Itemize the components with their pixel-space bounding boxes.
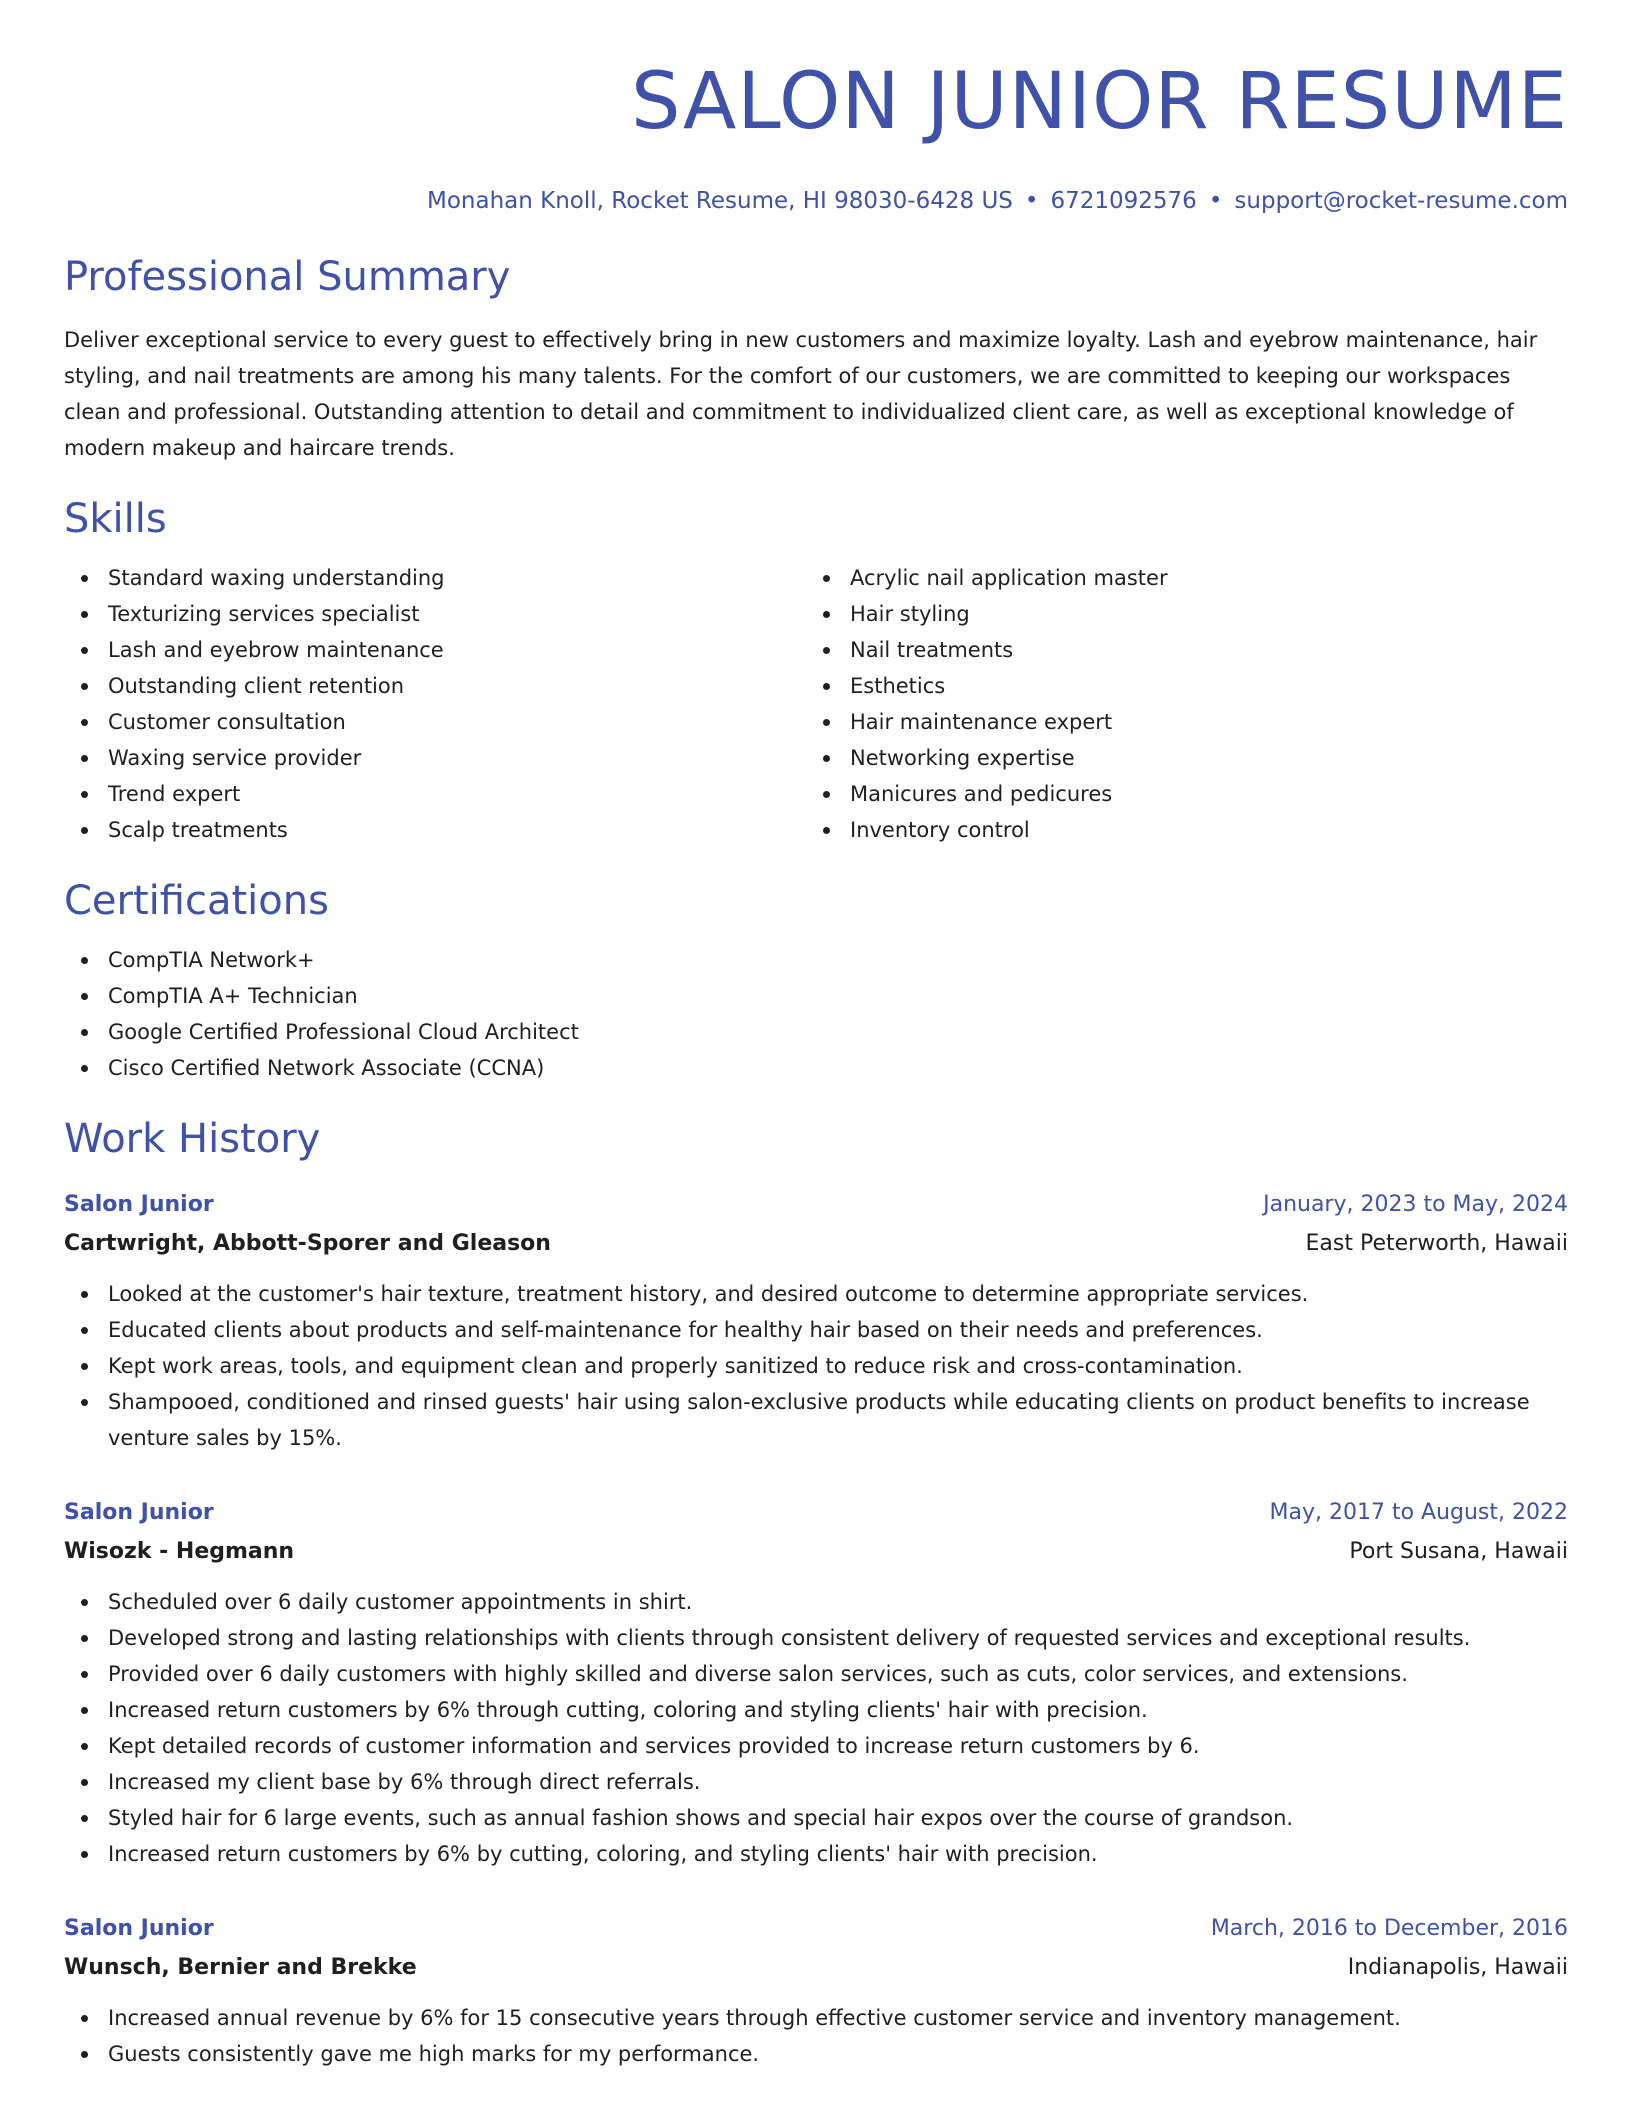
skill-item: Waxing service provider: [64, 740, 806, 776]
job-company-row: [64, 1224, 1568, 1264]
work-history-section: [64, 1114, 1568, 2072]
contact-email[interactable]: support@rocket-resume.com: [1234, 188, 1568, 214]
job-entry: [64, 1186, 1568, 1456]
job-bullet: Looked at the customer's hair texture, treatment history, and desired outcome to determine appropriate services.: [64, 1276, 1568, 1312]
skill-item: Manicures and pedicures: [806, 776, 1548, 812]
skills-columns: [64, 560, 1568, 848]
skill-item: Customer consultation: [64, 704, 806, 740]
job-title: Salon Junior: [64, 1192, 214, 1217]
job-bullet: Shampooed, conditioned and rinsed guests' hair using salon-exclusive products while educating clients on product benefits to increase venture sales by 15%.: [64, 1384, 1568, 1456]
contact-address: Monahan Knoll, Rocket Resume, HI 98030-6428 US: [427, 188, 1013, 214]
job-bullet: Provided over 6 daily customers with highly skilled and diverse salon services, such as cuts, color services, and extensions.: [64, 1656, 1568, 1692]
certification-item: CompTIA A+ Technician: [64, 978, 1568, 1014]
job-bullet-list: [64, 1584, 1568, 1872]
job-location: East Peterworth, Hawaii: [1305, 1231, 1568, 1256]
job-company-row: [64, 1532, 1568, 1572]
skill-item: Outstanding client retention: [64, 668, 806, 704]
job-bullet: Styled hair for 6 large events, such as annual fashion shows and special hair expos over the course of grandson.: [64, 1800, 1568, 1836]
skill-item: Hair styling: [806, 596, 1548, 632]
skill-item: Lash and eyebrow maintenance: [64, 632, 806, 668]
certifications-heading: Certifications: [64, 878, 329, 924]
skill-item: Trend expert: [64, 776, 806, 812]
job-bullet: Educated clients about products and self-maintenance for healthy hair based on their needs and preferences.: [64, 1312, 1568, 1348]
skill-item: Texturizing services specialist: [64, 596, 806, 632]
job-dates: March, 2016 to December, 2016: [1210, 1916, 1568, 1941]
job-company: Wunsch, Bernier and Brekke: [64, 1955, 417, 1980]
job-company: Wisozk - Hegmann: [64, 1539, 295, 1564]
job-bullet: Guests consistently gave me high marks for my performance.: [64, 2036, 1568, 2072]
job-bullet: Increased my client base by 6% through direct referrals.: [64, 1764, 1568, 1800]
job-dates: January, 2023 to May, 2024: [1263, 1192, 1568, 1217]
job-bullet: Increased return customers by 6% through cutting, coloring and styling clients' hair with precision.: [64, 1692, 1568, 1728]
skill-item: Scalp treatments: [64, 812, 806, 848]
job-bullet: Increased return customers by 6% by cutting, coloring, and styling clients' hair with precision.: [64, 1836, 1568, 1872]
job-title: Salon Junior: [64, 1500, 214, 1525]
certification-item: CompTIA Network+: [64, 942, 1568, 978]
job-location: Indianapolis, Hawaii: [1347, 1955, 1568, 1980]
skill-item: Inventory control: [806, 812, 1548, 848]
job-bullet-list: [64, 1276, 1568, 1456]
summary-heading: Professional Summary: [64, 254, 511, 300]
job-title-row: [64, 1186, 1568, 1224]
certifications-section: [64, 876, 1568, 1086]
summary-section: [64, 252, 1568, 466]
summary-text: Deliver exceptional service to every guest to effectively bring in new customers and maximize loyalty. Lash and eyebrow maintenance, hair styling, and nail treatments are among his many talents. For the comfort of our customers, we are committed to keeping our workspaces clean and professional. Outstanding attention to detail and commitment to individualized client care, as well as exceptional knowledge of modern makeup and haircare trends.: [64, 328, 1538, 460]
skill-item: Nail treatments: [806, 632, 1548, 668]
certification-item: Google Certified Professional Cloud Architect: [64, 1014, 1568, 1050]
skills-heading: Skills: [64, 496, 167, 542]
contact-separator: •: [1208, 188, 1223, 214]
job-title-row: [64, 1494, 1568, 1532]
job-bullet: Kept detailed records of customer information and services provided to increase return customers by 6.: [64, 1728, 1568, 1764]
skill-item: Standard waxing understanding: [64, 560, 806, 596]
job-title: Salon Junior: [64, 1916, 214, 1941]
skills-list-left: [64, 560, 806, 848]
skills-list-right: [806, 560, 1548, 848]
job-company-row: [64, 1948, 1568, 1988]
job-location: Port Susana, Hawaii: [1349, 1539, 1568, 1564]
job-bullet: Kept work areas, tools, and equipment clean and properly sanitized to reduce risk and cross-contamination.: [64, 1348, 1568, 1384]
job-entry: [64, 1910, 1568, 2072]
contact-phone: 6721092576: [1050, 188, 1197, 214]
job-bullet: Developed strong and lasting relationships with clients through consistent delivery of requested services and exceptional results.: [64, 1620, 1568, 1656]
job-bullet-list: [64, 2000, 1568, 2072]
contact-separator: •: [1024, 188, 1039, 214]
work-history-heading: Work History: [64, 1116, 321, 1162]
certifications-list: [64, 942, 1568, 1086]
skills-section: [64, 494, 1568, 848]
resume-header: [64, 0, 1568, 216]
job-bullet: Scheduled over 6 daily customer appointments in shirt.: [64, 1584, 1568, 1620]
job-dates: May, 2017 to August, 2022: [1269, 1500, 1568, 1525]
job-title-row: [64, 1910, 1568, 1948]
skill-item: Esthetics: [806, 668, 1548, 704]
certification-item: Cisco Certified Network Associate (CCNA): [64, 1050, 1568, 1086]
skill-item: Networking expertise: [806, 740, 1548, 776]
skill-item: Acrylic nail application master: [806, 560, 1548, 596]
resume-name: SALON JUNIOR RESUME: [630, 57, 1568, 147]
job-entry: [64, 1494, 1568, 1872]
job-company: Cartwright, Abbott-Sporer and Gleason: [64, 1231, 551, 1256]
contact-line: [64, 186, 1568, 216]
skill-item: Hair maintenance expert: [806, 704, 1548, 740]
job-bullet: Increased annual revenue by 6% for 15 consecutive years through effective customer service and inventory management.: [64, 2000, 1568, 2036]
